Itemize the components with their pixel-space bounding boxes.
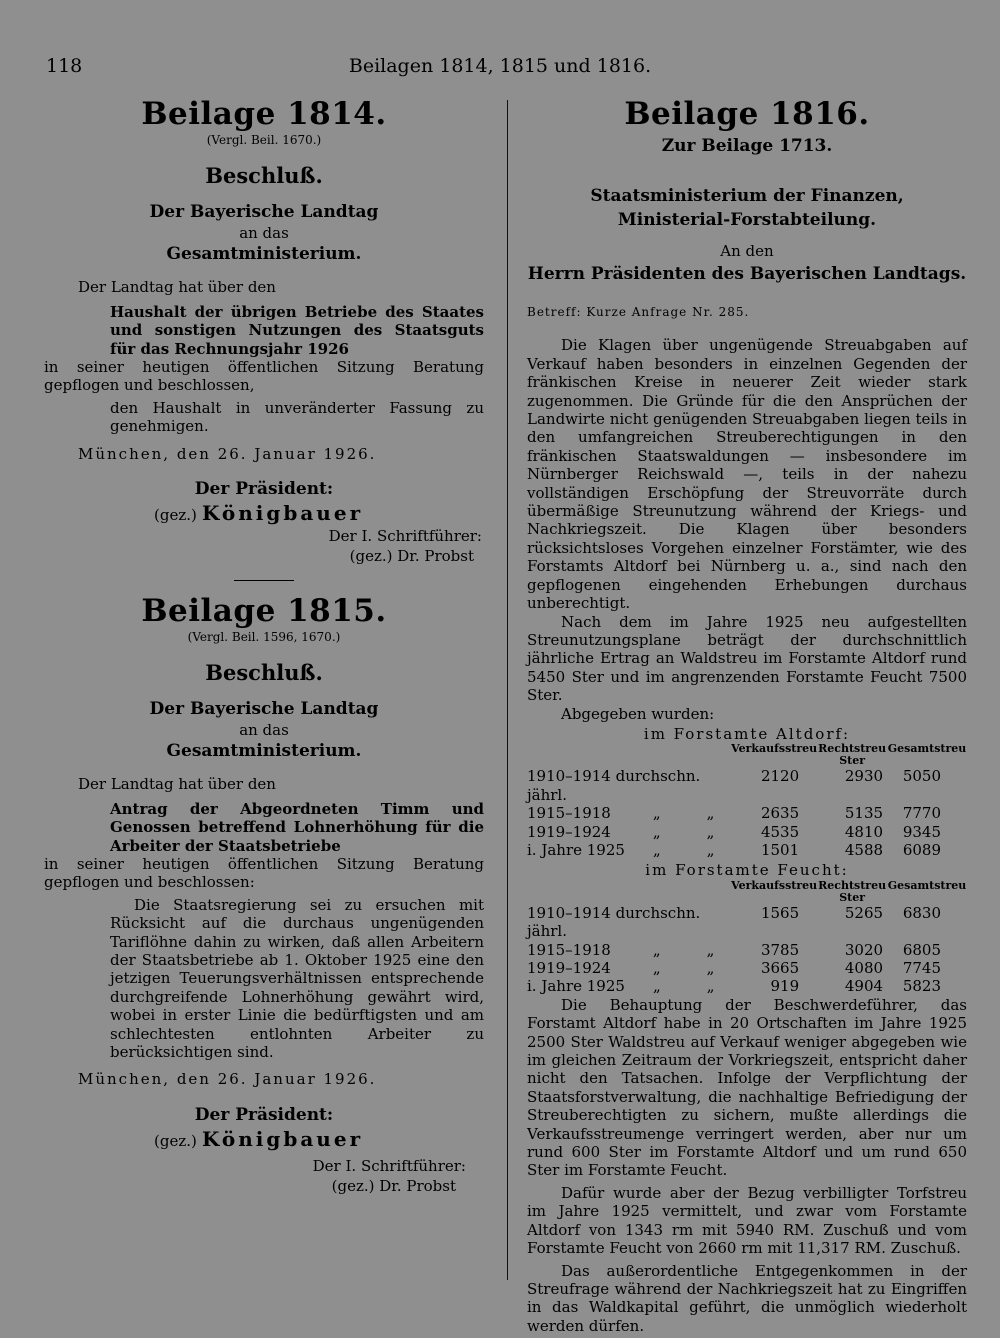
row-label: i. Jahre 1925 „ „ <box>527 977 715 996</box>
cell: 6830 <box>902 903 941 922</box>
resolution-text: Die Staatsregierung sei zu ersuchen mit Rücksicht auf die durchaus ungenügenden Tariflöhne dahin zu wirken, daß allen Arbeitern der Staatsbetriebe ab 1. Oktober 1925 eine den jetzigen Teuerungsverhältnissen entsprechende durchgreifende Lohnerhöhung gewährt wird, wobei in erster Linie die bedürftigsten und am schlechtesten entlohnten Arbeiter zu berücksichtigen sind. <box>110 895 484 1061</box>
page-number: 118 <box>46 55 83 77</box>
cell: 5823 <box>902 977 941 996</box>
section-reference: (Vergl. Beil. 1670.) <box>206 133 322 147</box>
table-row <box>527 904 967 941</box>
table-row <box>527 767 967 804</box>
secretary-label: Der I. Schriftführer: <box>328 527 482 546</box>
paragraph-3: Abgegeben wurden: <box>561 704 715 723</box>
table-header-row <box>527 743 967 767</box>
paragraph-2: Nach dem im Jahre 1925 neu aufgestellten Streunutzungsplane beträgt der durchschnittlich jährliche Ertrag an Waldstreu im Forstamte Altdorf rund 5450 Ster und im angrenzenden Forstamte Feucht 7500 Ster. <box>527 612 967 705</box>
cell: 5050 <box>902 767 941 786</box>
table-header-row <box>527 880 967 904</box>
cell: 4080 <box>844 959 884 977</box>
document-kind: Beschluß. <box>205 659 323 685</box>
president-name: Königbauer <box>201 1126 364 1151</box>
cell: 4535 <box>760 822 800 841</box>
president-label: Der Präsident: <box>194 1104 334 1125</box>
cell: 2930 <box>844 767 884 786</box>
cell: 3785 <box>760 940 800 959</box>
table-altdorf <box>527 743 967 859</box>
ministry-line-1: Staatsministerium der Finanzen, <box>590 186 904 206</box>
cell: 3020 <box>844 940 884 959</box>
section-reference: Zur Beilage 1713. <box>661 136 833 156</box>
table-row <box>527 841 967 859</box>
subject-text: Haushalt der übrigen Betriebe des Staates und sonstigen Nutzungen des Staatsguts für das Rechnungsjahr 1926 <box>110 302 484 358</box>
cell: 6805 <box>902 940 941 959</box>
cell: 7770 <box>902 804 941 823</box>
document-kind: Beschluß. <box>205 163 323 188</box>
row-label: 1915–1918 „ „ <box>527 940 715 959</box>
president-signature <box>154 1127 484 1151</box>
body-text: in seiner heutigen öffentlichen Sitzung Beratung gepflogen und beschlossen: <box>44 854 484 892</box>
intro-text: Der Landtag hat über den <box>78 278 276 297</box>
betreff-label: Betreff: <box>527 305 582 320</box>
addressee-preposition: an das <box>239 224 289 242</box>
column-header: Gesamtstreu <box>887 878 967 892</box>
addressee: Herrn Präsidenten des Bayerischen Landtags. <box>527 264 967 285</box>
table-row <box>527 804 967 822</box>
president-label: Der Präsident: <box>194 479 334 500</box>
table-1-caption: im Forstamte Altdorf: <box>643 724 851 743</box>
cell: 4904 <box>844 977 884 996</box>
cell: 919 <box>770 977 800 996</box>
paragraph-4: Die Behauptung der Beschwerdeführer, das Forstamt Altdorf habe in 20 Ortschaften im Jahre 1925 2500 Ster Waldstreu auf Verkauf weniger abgegeben wie im gleichen Zeitraum der Vorkriegszeit, entspricht daher nicht den Tatsachen. Infolge der Verpflichtung der Staatsforstverwaltung, die nachhaltige Befriedigung der Streuberechtigten zu sichern, mußte allerdings die Verkaufsstreumenge verringert werden, aber nur um rund 600 Ster im Forstamte Altdorf und um rund 650 Ster im Forstamte Feucht. <box>527 995 967 1180</box>
row-label: 1910–1914 durchschn. jährl. <box>527 903 701 941</box>
cell: 1501 <box>760 840 800 859</box>
section-title: Beilage 1814. <box>141 96 387 132</box>
column-header: Gesamtstreu <box>887 742 967 756</box>
cell: 2635 <box>760 804 800 823</box>
running-header <box>46 55 954 81</box>
secretary-name: (gez.) Dr. Probst <box>331 1177 456 1196</box>
column-header: Verkaufsstreu <box>731 878 818 892</box>
paragraph-6: Das außerordentliche Entgegenkommen in der Streufrage während der Nachkriegszeit hat zu Eingriffen in das Waldkapital geführt, die unmöglich wiederholt werden dürfen. <box>527 1261 967 1335</box>
cell: 7745 <box>902 959 941 977</box>
date-line: München, den 26. Januar 1926. <box>78 1070 377 1089</box>
betreff-value: Kurze Anfrage Nr. 285. <box>586 305 750 320</box>
cell: 9345 <box>902 822 941 841</box>
row-label: 1910–1914 durchschn. jährl. <box>527 767 701 804</box>
president-name: Königbauer <box>201 501 364 526</box>
addressee: Gesamtministerium. <box>166 244 362 265</box>
table-2-caption: im Forstamte Feucht: <box>645 861 849 880</box>
beilage-1816 <box>527 96 967 1335</box>
cell: 5135 <box>844 804 884 823</box>
right-column <box>527 96 967 1335</box>
addressee-preposition: An den <box>720 242 774 260</box>
secretary-label: Der I. Schriftführer: <box>312 1156 466 1175</box>
section-reference: (Vergl. Beil. 1596, 1670.) <box>187 629 341 644</box>
left-column <box>44 96 484 1196</box>
addressee: Gesamtministerium. <box>166 741 362 762</box>
row-label: i. Jahre 1925 „ „ <box>527 840 715 859</box>
cell: 3665 <box>760 959 800 977</box>
table-row <box>527 977 967 995</box>
table-row <box>527 823 967 841</box>
beilage-1815 <box>44 593 484 1196</box>
cell: 1565 <box>760 903 800 922</box>
secretary-name: (gez.) Dr. Probst <box>349 547 474 566</box>
resolution-text: den Haushalt in unveränderter Fassung zu genehmigen. <box>110 398 484 436</box>
sender: Der Bayerische Landtag <box>149 698 379 719</box>
cell: 5265 <box>844 903 884 922</box>
table-feucht <box>527 880 967 996</box>
cell: 6089 <box>902 840 941 859</box>
paragraph-1: Die Klagen über ungenügende Streuabgaben auf Verkauf haben besonders in einzelnen Gegenden der fränkischen Kreise in neuerer Zeit wieder stark zugenommen. Die Gründe für die den Ansprüchen der Landwirte nicht genügenden Streuabgaben liegen teils in den umfangreichen Streuberechtigungen in den fränkischen Staatswaldungen — insbesondere im Nürnberger Reichswald —, teils in der nahezu vollständigen Erschöpfung der Streuvorräte durch übermäßige Streunutzung während der Kriegs- und Nachkriegszeit. Die Klagen über besonders rücksichtsloses Vorgehen einzelner Forstämter, wie des Forstamts Altdorf bei Nürnberg u. a., sind nach den gepflogenen eingehenden Erhebungen durchaus unberechtigt. <box>527 336 967 613</box>
sender: Der Bayerische Landtag <box>149 202 379 222</box>
ministry-line-2: Ministerial-Forstabteilung. <box>617 210 877 230</box>
running-title: Beilagen 1814, 1815 und 1816. <box>348 55 652 77</box>
subject-text: Antrag der Abgeordneten Timm und Genossen betreffend Lohnerhöhung für die Arbeiter der Staatsbetriebe <box>110 799 484 855</box>
section-title: Beilage 1816. <box>624 96 870 132</box>
section-divider <box>234 580 294 581</box>
gez-mark: (gez.) <box>154 506 197 525</box>
row-label: 1919–1924 „ „ <box>527 959 715 977</box>
president-signature <box>154 501 484 525</box>
beilage-1814 <box>44 96 484 566</box>
addressee-preposition: an das <box>239 720 289 739</box>
table-row <box>527 941 967 959</box>
column-header: Rechtstreu Ster <box>818 742 887 768</box>
column-header: Rechtstreu Ster <box>818 878 887 904</box>
cell: 2120 <box>760 767 800 786</box>
gez-mark: (gez.) <box>154 1131 197 1150</box>
cell: 4810 <box>844 822 884 841</box>
cell: 4588 <box>844 840 884 859</box>
section-title: Beilage 1815. <box>141 592 387 629</box>
column-header: Verkaufsstreu <box>731 742 818 756</box>
row-label: 1919–1924 „ „ <box>527 822 715 841</box>
body-text: in seiner heutigen öffentlichen Sitzung Beratung gepflogen und beschlossen, <box>44 358 484 395</box>
column-divider <box>507 100 508 1280</box>
betreff-line <box>527 304 967 320</box>
date-line: München, den 26. Januar 1926. <box>78 444 377 463</box>
intro-text: Der Landtag hat über den <box>78 775 276 794</box>
row-label: 1915–1918 „ „ <box>527 804 715 823</box>
paragraph-5: Dafür wurde aber der Bezug verbilligter Torfstreu im Jahre 1925 vermittelt, und zwar vom Forstamte Altdorf von 1343 rm mit 5940 RM. Zuschuß und vom Forstamte Feucht von 2660 rm mit 11,317 RM. Zuschuß. <box>527 1183 967 1258</box>
table-row <box>527 959 967 977</box>
